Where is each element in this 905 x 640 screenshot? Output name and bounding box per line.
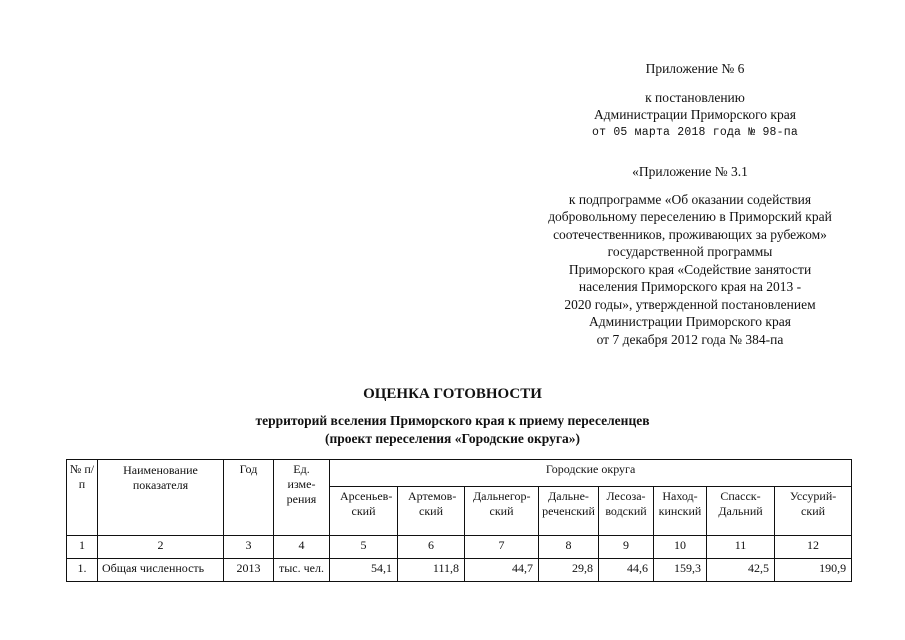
column-number: 8 [539,536,599,559]
appendix-header [560,60,830,141]
column-number: 10 [654,536,707,559]
row-value: 42,5 [707,559,775,582]
column-number: 4 [274,536,330,559]
district-header: Спасск- Дальний [707,487,775,536]
column-number: 9 [599,536,654,559]
appendix-sub-line: от 7 декабря 2012 года № 384-па [596,331,784,347]
row-value: 44,7 [465,559,539,582]
table-row [67,559,852,582]
row-value: 159,3 [654,559,707,582]
district-header: Артемов- ский [398,487,465,536]
column-number: 5 [330,536,398,559]
appendix-sub [500,163,880,348]
document-title: ОЦЕНКА ГОТОВНОСТИ [363,386,542,402]
header-group: Городские округа [330,460,852,487]
district-header: Уссурий- ский [775,487,852,536]
appendix-sub-line: Приморского края «Содействие занятости [568,261,812,277]
header-year: Год [224,460,274,536]
readiness-table [66,459,852,582]
appendix-sub-line: к подпрограмме «Об оказании содействия [568,191,812,207]
appendix-line-2: Администрации Приморского края [594,107,796,122]
district-header: Дальнегор- ский [465,487,539,536]
column-number: 6 [398,536,465,559]
row-value: 44,6 [599,559,654,582]
document-subtitle-2: (проект переселения «Городские округа») [325,431,580,446]
row-value: 111,8 [398,559,465,582]
district-header: Арсеньев- ский [330,487,398,536]
appendix-sub-line: 2020 годы», утвержденной постановлением [564,296,816,312]
appendix-sub-line: населения Приморского края на 2013 - [578,279,802,294]
district-header: Наход- кинский [654,487,707,536]
row-year: 2013 [224,559,274,582]
row-value: 190,9 [775,559,852,582]
column-number: 7 [465,536,539,559]
district-header: Дальне- реченский [539,487,599,536]
column-number: 1 [67,536,98,559]
column-number: 2 [98,536,224,559]
column-number: 11 [707,536,775,559]
column-number: 12 [775,536,852,559]
header-unit: Ед. изме- рения [274,460,330,536]
document-subtitle-1: территорий вселения Приморского края к приему переселенцев [255,413,650,428]
appendix-sub-line: государственной программы [607,244,773,259]
row-name: Общая численность [98,559,224,582]
appendix-date-typed: от 05 марта 2018 года № 98-па [592,125,798,139]
appendix-title: Приложение № 6 [645,61,745,76]
appendix-sub-line: соотечественников, проживающих за рубежом» [553,226,827,242]
header-name: Наименование показателя [98,460,224,536]
table-header-row [67,460,852,487]
row-value: 54,1 [330,559,398,582]
appendix-sub-line: добровольному переселению в Приморский край [548,209,832,224]
column-number: 3 [224,536,274,559]
row-unit: тыс. чел. [274,559,330,582]
appendix-line-1: к постановлению [645,89,745,105]
row-num: 1. [67,559,98,582]
appendix-sub-title: «Приложение № 3.1 [632,164,748,179]
row-value: 29,8 [539,559,599,582]
table-column-numbers [67,536,852,559]
district-header: Лесоза- водский [599,487,654,536]
appendix-sub-line: Администрации Приморского края [589,314,791,329]
header-num: № п/п [67,460,98,536]
